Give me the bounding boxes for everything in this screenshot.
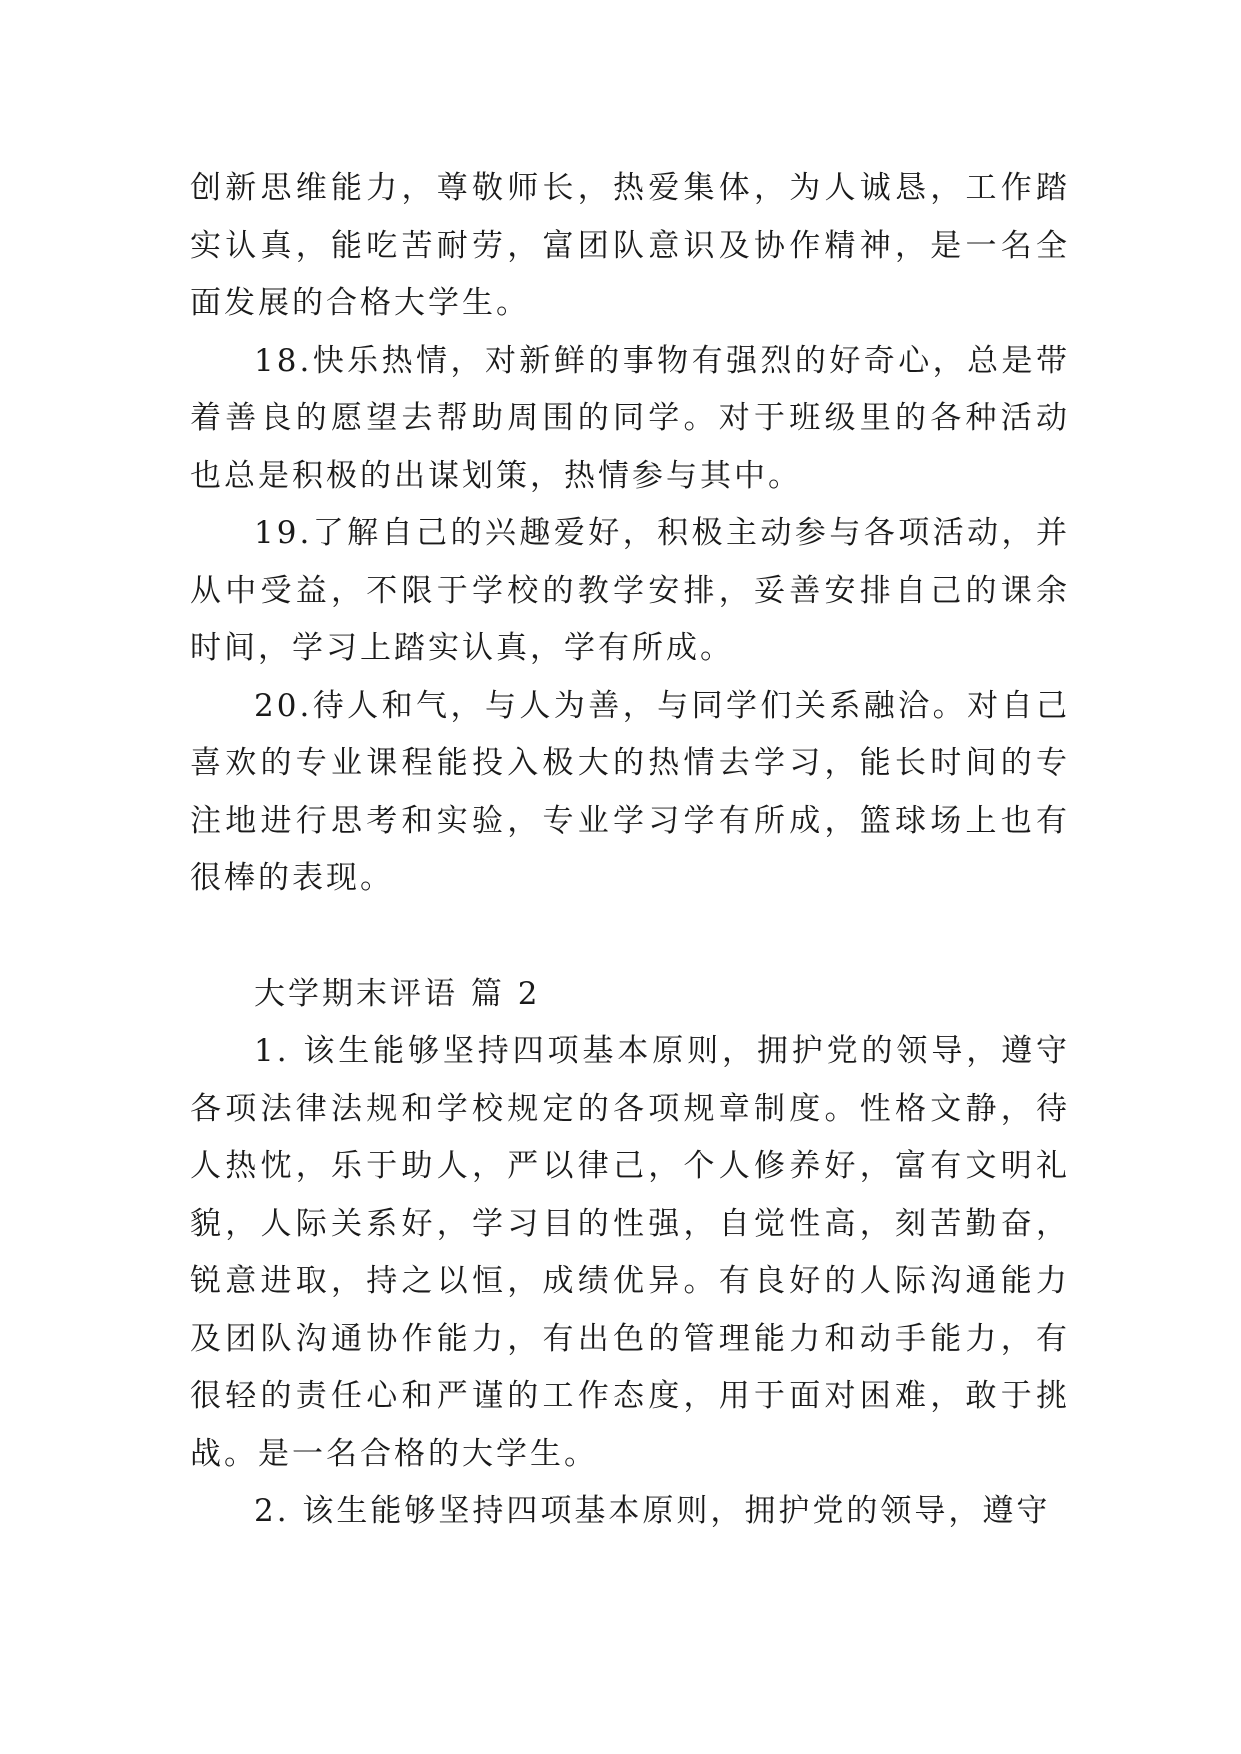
paragraph-item-1: 1. 该生能够坚持四项基本原则，拥护党的领导，遵守各项法律法规和学校规定的各项规章制度。性格文静，待人热忱，乐于助人，严以律己，个人修养好，富有文明礼貌，人际关系好，学习目的性强，自觉性高，刻苦勤奋，锐意进取，持之以恒，成绩优异。有良好的人际沟通能力及团队沟通协作能力，有出色的管理能力和动手能力，有很轻的责任心和严谨的工作态度，用于面对困难，敢于挑战。是一名合格的大学生。 [190, 1033, 1070, 1472]
paragraph-item-19: 19.了解自己的兴趣爱好，积极主动参与各项活动，并从中受益，不限于学校的教学安排，妥善安排自己的课余时间，学习上踏实认真，学有所成。 [190, 515, 1070, 666]
paragraph-item-2: 2. 该生能够坚持四项基本原则，拥护党的领导，遵守 [254, 1493, 1051, 1529]
paragraph-continuation: 创新思维能力，尊敬师长，热爱集体，为人诚恳，工作踏实认真，能吃苦耐劳，富团队意识及协作精神，是一名全面发展的合格大学生。 [190, 170, 1070, 321]
paragraph-item-20: 20.待人和气，与人为善，与同学们关系融洽。对自己喜欢的专业课程能投入极大的热情去学习，能长时间的专注地进行思考和实验，专业学习学有所成，篮球场上也有很棒的表现。 [190, 687, 1070, 896]
document-body [190, 160, 1070, 1541]
section-title: 大学期末评语 篇 2 [254, 975, 541, 1012]
paragraph-item-18: 18.快乐热情，对新鲜的事物有强烈的好奇心，总是带着善良的愿望去帮助周围的同学。对于班级里的各种活动也总是积极的出谋划策，热情参与其中。 [190, 342, 1070, 494]
